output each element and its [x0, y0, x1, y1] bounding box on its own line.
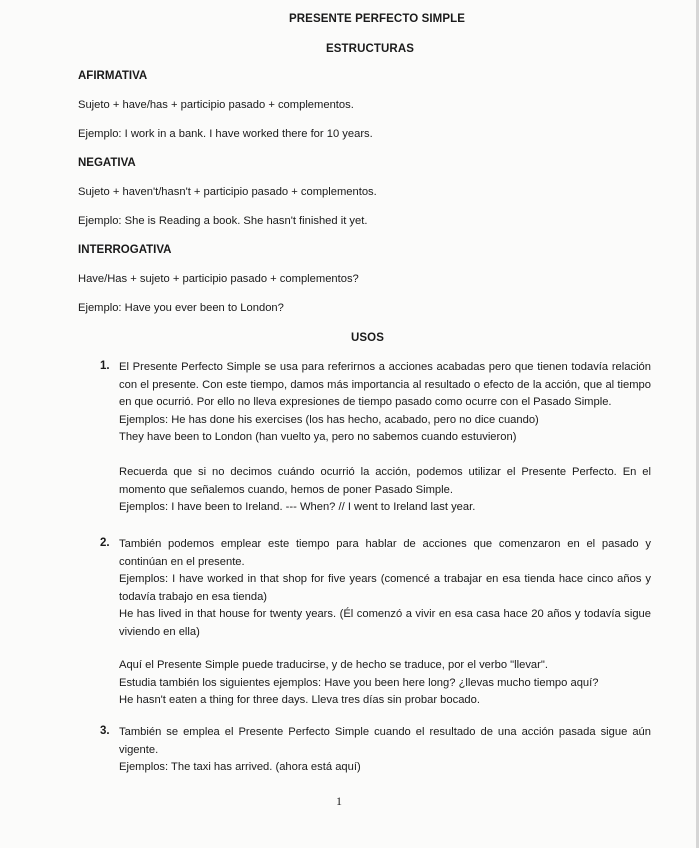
- interrogativa-structure: Have/Has + sujeto + participio pasado + complementos?: [78, 273, 359, 285]
- uso-1-example-line: They have been to London (han vuelto ya, pero no sabemos cuando estuvieron): [119, 431, 517, 444]
- uso-3-body: [119, 724, 651, 777]
- section-title-usos: USOS: [351, 332, 384, 344]
- interrogativa-example: Ejemplo: Have you ever been to London?: [78, 302, 284, 314]
- heading-afirmativa: AFIRMATIVA: [78, 70, 148, 82]
- uso-1-note-line: Ejemplos: I have been to Ireland. --- When? // I went to Ireland last year.: [119, 501, 476, 514]
- uso-2-example-line: He has lived in that house for twenty years. (Él comenzó a vivir en esa casa hace 20 años y todavía sigue: [119, 608, 651, 621]
- uso-1-body: [119, 359, 651, 447]
- uso-2-example-line: Ejemplos: I have worked in that shop for five years (comencé a trabajar en esa tienda hace cinco años y: [119, 573, 651, 586]
- uso-1-line: en que ocurrió. Por ello no lleva expresiones de tiempo pasado como ocurre con el Pasado Simple.: [119, 396, 612, 409]
- uso-3-line: También se emplea el Presente Perfecto Simple cuando el resultado de una acción pasada sigue aún: [119, 726, 651, 738]
- uso-1-line: con el presente. Con este tiempo, damos más importancia al resultado o efecto de la acción, que al tiempo: [119, 378, 651, 391]
- uso-3-example-line: Ejemplos: The taxi has arrived. (ahora está aquí): [119, 761, 361, 774]
- uso-2-note-line: Aquí el Presente Simple puede traducirse, y de hecho se traduce, por el verbo "llevar".: [119, 659, 548, 671]
- heading-negativa: NEGATIVA: [78, 157, 136, 169]
- uso-1-line: El Presente Perfecto Simple se usa para referirnos a acciones acabadas pero que tienen todavía relación: [119, 361, 651, 373]
- afirmativa-structure: Sujeto + have/has + participio pasado + complementos.: [78, 99, 354, 111]
- list-number-2: 2.: [100, 537, 110, 549]
- uso-1-example-line: Ejemplos: He has done his exercises (los has hecho, acabado, pero no dice cuando): [119, 413, 539, 426]
- afirmativa-example: Ejemplo: I work in a bank. I have worked there for 10 years.: [78, 128, 373, 140]
- uso-2-note-line: He hasn't eaten a thing for three days. Lleva tres días sin probar bocado.: [119, 694, 480, 707]
- heading-interrogativa: INTERROGATIVA: [78, 244, 172, 256]
- uso-2-note-line: Estudia también los siguientes ejemplos: Have you been here long? ¿llevas mucho tiempo aquí?: [119, 676, 599, 689]
- list-number-3: 3.: [100, 725, 110, 737]
- page-number: 1: [336, 794, 342, 808]
- uso-2-example-line: viviendo en ella): [119, 625, 200, 638]
- page-title: PRESENTE PERFECTO SIMPLE: [289, 13, 465, 25]
- uso-2-line: continúan en el presente.: [119, 555, 245, 568]
- uso-2-example-line: todavía trabajo en esa tienda): [119, 590, 268, 603]
- section-title-estructuras: ESTRUCTURAS: [326, 43, 414, 55]
- uso-1-note: [119, 464, 651, 517]
- uso-2-body: [119, 536, 651, 642]
- uso-3-line: vigente.: [119, 743, 159, 756]
- uso-2-note: [119, 657, 651, 710]
- list-number-1: 1.: [100, 360, 110, 372]
- uso-1-note-line: Recuerda que si no decimos cuándo ocurrió la acción, podemos utilizar el Presente Perfecto. En el: [119, 466, 651, 478]
- uso-2-line: También podemos emplear este tiempo para hablar de acciones que comenzaron en el pasado y: [119, 538, 651, 550]
- uso-1-note-line: momento que señalemos cuando, hemos de poner Pasado Simple.: [119, 483, 453, 496]
- negativa-example: Ejemplo: She is Reading a book. She hasn't finished it yet.: [78, 215, 368, 227]
- negativa-structure: Sujeto + haven't/hasn't + participio pasado + complementos.: [78, 186, 377, 198]
